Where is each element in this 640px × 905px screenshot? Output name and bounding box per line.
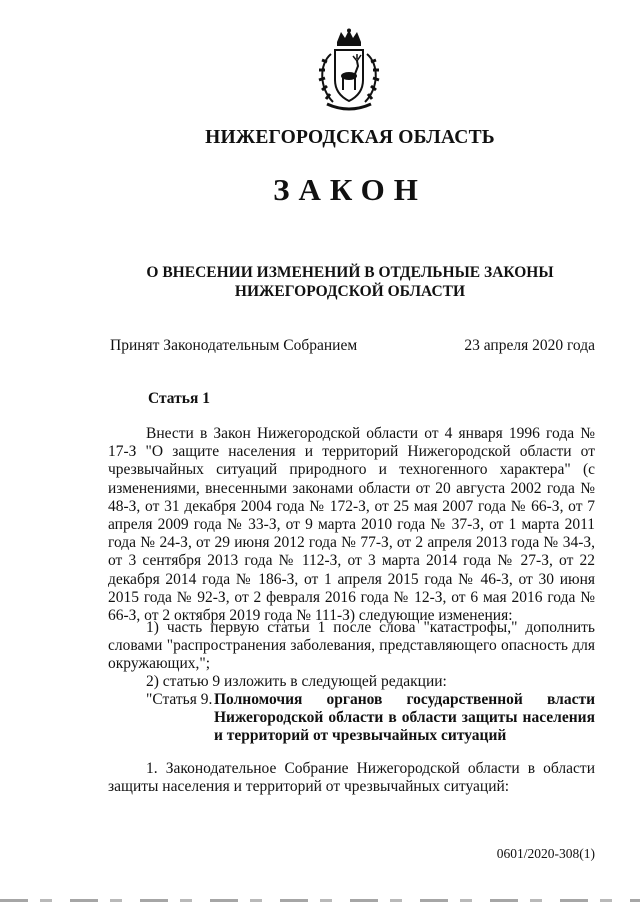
document-type: ЗАКОН	[273, 172, 427, 207]
document-number: 0601/2020-308(1)	[496, 846, 595, 861]
article-9-title: Полномочия органов государственной власти Нижегородской области в области защиты населения и территорий от чрезвычайных ситуаций	[214, 691, 595, 745]
scan-edge-artifact	[0, 899, 640, 902]
amendment-item-2: 2) статью 9 изложить в следующей редакции:	[146, 673, 447, 690]
accepted-by: Принят Законодательным Собранием	[110, 337, 358, 354]
article-9-point-1: 1. Законодательное Собрание Нижегородской области в области защиты населения и территорий от чрезвычайных ситуаций:	[108, 760, 595, 796]
region-name: НИЖЕГОРОДСКАЯ ОБЛАСТЬ	[205, 127, 495, 148]
article-paragraph: Внести в Закон Нижегородской области от 4 января 1996 года № 17-З "О защите населения и территорий Нижегородской области от чрезвычайных ситуаций природного и техногенного характера" (с изменениями, внесенными законами области от 20 августа 2002 года № 48-З, от 31 декабря 2004 года № 172-З, от 25 мая 2007 года № 66-З, от 7 апреля 2009 года № 33-З, от 9 марта 2010 года № 37-З, от 1 марта 2011 года № 24-З, от 29 июня 2012 года № 77-З, от 2 апреля 2013 года № 34-З, от 3 сентября 2013 года № 112-З, от 3 марта 2014 года № 27-З, от 22 декабря 2014 года № 186-З, от 1 апреля 2015 года № 46-З, от 30 июня 2015 года № 92-З, от 2 февраля 2016 года № 12-З, от 6 мая 2016 года № 66-З, от 2 октября 2019 года № 111-З) следующие изменения:	[108, 425, 595, 625]
amendment-item-1: 1) часть первую статьи 1 после слова "катастрофы," дополнить словами "распространения заболевания, представляющего опасность для окружающих,";	[108, 619, 595, 673]
adoption-date: 23 апреля 2020 года	[464, 337, 595, 354]
law-title-line-2: НИЖЕГОРОДСКОЙ ОБЛАСТИ	[234, 283, 466, 300]
article-9-label: "Статья 9.	[146, 691, 213, 708]
law-title-line-1: О ВНЕСЕНИИ ИЗМЕНЕНИЙ В ОТДЕЛЬНЫЕ ЗАКОНЫ	[146, 264, 554, 281]
article-heading: Статья 1	[148, 390, 210, 407]
coat-of-arms-icon	[313, 28, 385, 114]
law-title	[0, 263, 640, 301]
